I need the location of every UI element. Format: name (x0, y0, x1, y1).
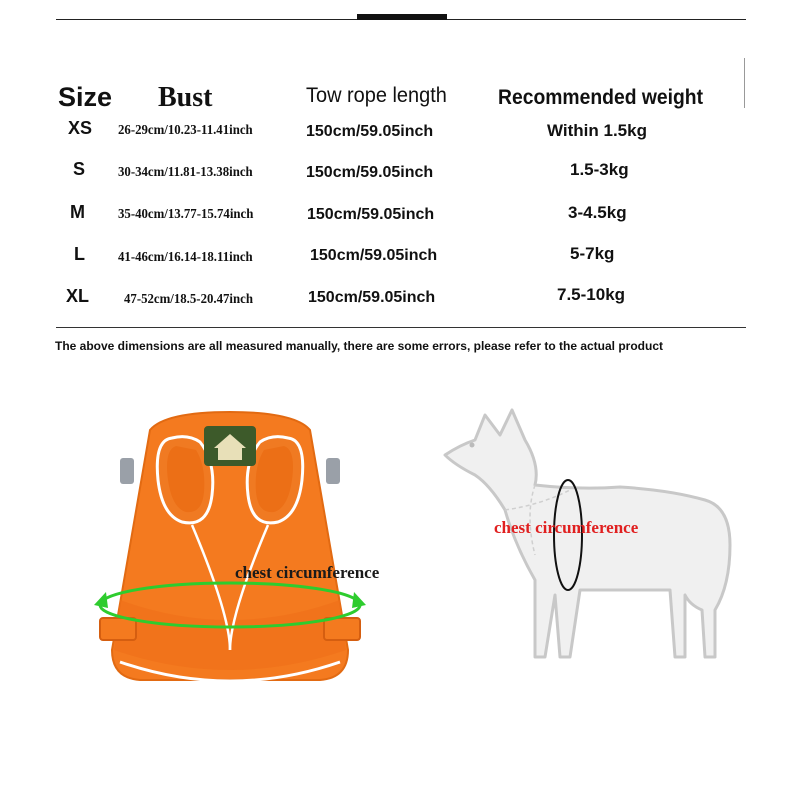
row-xl-bust: 47-52cm/18.5-20.47inch (124, 291, 253, 306)
row-xs-weight: Within 1.5kg (547, 121, 647, 140)
row-s-size: S (73, 159, 86, 179)
row-xl-tow: 150cm/59.05inch (308, 289, 436, 306)
header-recommended-weight: Recommended weight (498, 86, 704, 109)
row-l-tow: 150cm/59.05inch (310, 247, 438, 264)
row-s-bust: 30-34cm/11.81-13.38inch (118, 164, 253, 179)
header-tow-rope-length: Tow rope length (306, 84, 447, 107)
size-chart-table (0, 78, 800, 318)
row-s-weight: 1.5-3kg (570, 160, 629, 179)
table-bottom-divider (56, 327, 746, 328)
top-tab-marker (357, 14, 447, 20)
harness-image (80, 400, 380, 700)
row-s-tow: 150cm/59.05inch (306, 164, 434, 181)
harness-chest-label: chest circumference (235, 563, 380, 582)
row-xl-size: XL (66, 286, 90, 306)
row-xs-bust: 26-29cm/10.23-11.41inch (118, 122, 253, 137)
row-l-weight: 5-7kg (570, 244, 615, 263)
row-m-weight: 3-4.5kg (568, 203, 627, 222)
row-xs-tow: 150cm/59.05inch (306, 123, 434, 140)
row-m-tow: 150cm/59.05inch (307, 206, 435, 223)
dog-outline-image (430, 395, 750, 695)
row-m-bust: 35-40cm/13.77-15.74inch (118, 206, 254, 221)
row-m-size: M (70, 202, 85, 222)
row-xs-size: XS (68, 118, 93, 138)
row-xl-weight: 7.5-10kg (557, 285, 626, 304)
row-l-size: L (74, 244, 85, 264)
header-size: Size (58, 82, 113, 112)
row-l-bust: 41-46cm/16.14-18.11inch (118, 249, 253, 264)
measurement-note: The above dimensions are all measured manually, there are some errors, please refer to the actual product (55, 339, 663, 353)
dog-chest-label: chest circumference (494, 518, 639, 537)
header-bust: Bust (158, 82, 213, 113)
